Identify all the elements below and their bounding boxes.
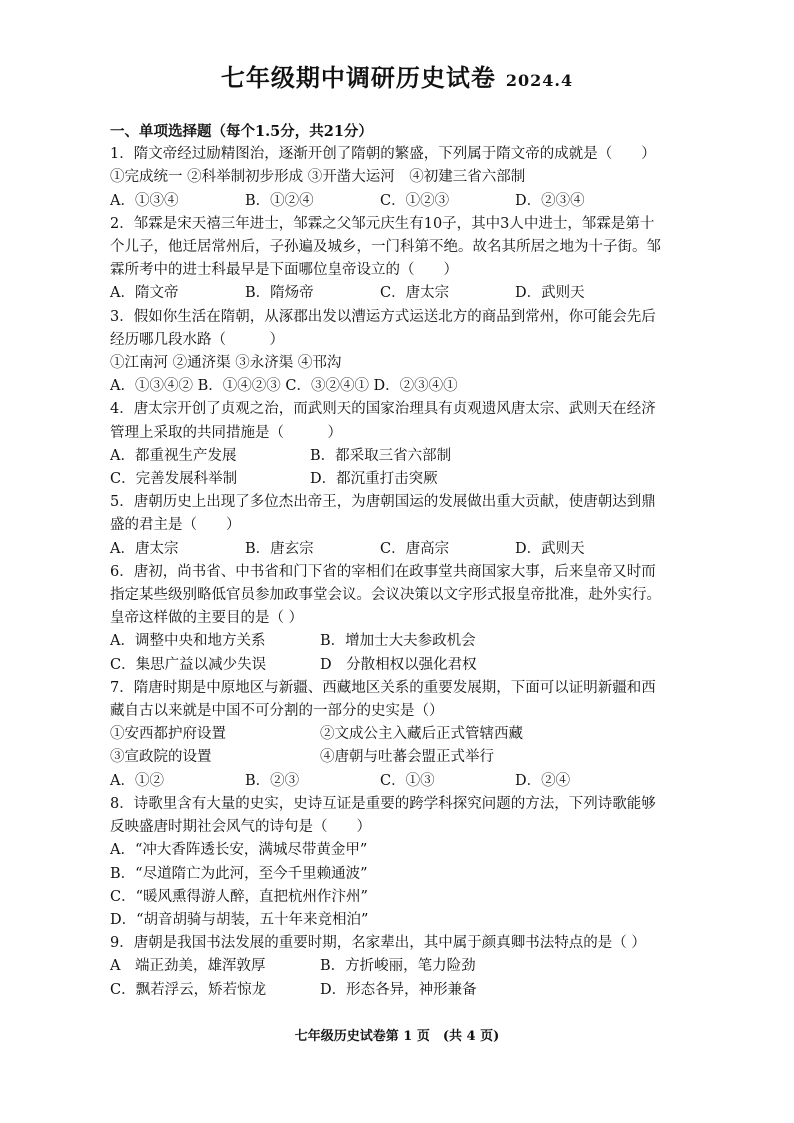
question-5-options xyxy=(110,538,710,561)
option-b: B．增加士大夫参政机会 xyxy=(320,633,476,650)
question-7-options xyxy=(110,770,710,793)
question-7-stem-2: 藏自古以来就是中国不可分割的一部分的史实是（） xyxy=(110,703,444,720)
question-9-stem: 9．唐朝是我国书法发展的重要时期，名家辈出，其中属于颜真卿书法特点的是（ ） xyxy=(110,935,646,952)
option-c: C．唐太宗 xyxy=(380,285,450,302)
item-3: ③宣政院的设置 xyxy=(110,749,212,766)
item-4: ④唐朝与吐蕃会盟正式举行 xyxy=(320,749,494,766)
question-8-stem-1: 8．诗歌里含有大量的史实，史诗互证是重要的跨学科探究问题的方法，下列诗歌能够 xyxy=(110,795,656,812)
option-b: B．①②④ xyxy=(245,192,314,209)
option-d: D．“胡音胡骑与胡装，五十年来竞相泊” xyxy=(110,911,369,928)
option-b: B．隋炀帝 xyxy=(245,285,314,302)
question-6-stem-1: 6．唐初，尚书省、中书省和门下省的宰相们在政事堂共商国家大事，后来皇帝又时而 xyxy=(110,563,656,580)
option-a: A．都重视生产发展 xyxy=(110,447,237,464)
option-a: A．调整中央和地方关系 xyxy=(110,633,266,650)
question-7-items-row-2 xyxy=(110,746,710,769)
question-3-options: A．①③④② B．①④②③ C．③②④① D．②③④① xyxy=(110,378,458,395)
option-d: D．都沉重打击突厥 xyxy=(310,471,438,488)
option-d: D．形态各异，神形兼备 xyxy=(320,981,477,998)
question-2-stem-1: 2．邹霖是宋天禧三年进士，邹霖之父邹元庆生有10子，其中3人中进士，邹霖是第十 xyxy=(110,215,655,232)
option-c: C．唐高宗 xyxy=(380,540,450,557)
question-body xyxy=(110,120,710,1002)
question-1-stem: 1．隋文帝经过励精图治，逐渐开创了隋朝的繁盛，下列属于隋文帝的成就是（ ） xyxy=(110,146,656,163)
option-a: A．①③④ xyxy=(110,192,179,209)
option-c: C．完善发展科举制 xyxy=(110,471,238,488)
item-2: ②文成公主入藏后正式管辖西藏 xyxy=(320,726,523,743)
question-8-stem-2: 反映盛唐时期社会风气的诗句是（ ） xyxy=(110,819,371,836)
question-6-options-row-1 xyxy=(110,630,710,653)
question-4-options-row-2 xyxy=(110,468,710,491)
question-7-stem-1: 7．隋唐时期是中原地区与新疆、西藏地区关系的重要发展期，下面可以证明新疆和西 xyxy=(110,679,656,696)
option-d: D．②④ xyxy=(515,772,571,789)
option-b: B．唐玄宗 xyxy=(245,540,314,557)
question-4-stem-2: 管理上采取的共同措施是（ ） xyxy=(110,424,342,441)
option-b: B．都采取三省六部制 xyxy=(310,447,452,464)
question-9-options-row-1 xyxy=(110,955,710,978)
question-5-stem-1: 5．唐朝历史上出现了多位杰出帝王，为唐朝国运的发展做出重大贡献，使唐朝达到鼎 xyxy=(110,494,656,511)
option-a: A．①② xyxy=(110,772,164,789)
option-c: C．①②③ xyxy=(380,192,450,209)
option-a: A．“冲大香阵透长安，满城尽带黄金甲” xyxy=(110,842,368,859)
option-c: C．集思广益以减少失误 xyxy=(110,656,267,673)
exam-date: 2024.4 xyxy=(505,71,574,90)
option-d: D．武则天 xyxy=(515,285,585,302)
question-5-stem-2: 盛的君主是（ ） xyxy=(110,517,241,534)
question-1-items: ①完成统一 ②科举制初步形成 ③开凿大运河 ④初建三省六部制 xyxy=(110,169,526,186)
page-footer: 七年级历史试卷第 1 页 (共 4 页) xyxy=(294,1029,500,1044)
option-d: D．②③④ xyxy=(515,192,585,209)
question-6-options-row-2 xyxy=(110,654,710,677)
section-heading: 一、单项选择题（每个1.5分，共21分） xyxy=(110,123,373,140)
question-3-stem-2: 经历哪几段水路（ ） xyxy=(110,331,284,348)
option-b: B．方折峻丽，笔力险劲 xyxy=(320,958,476,975)
question-3-stem-1: 3．假如你生活在隋朝，从涿郡出发以漕运方式运送北方的商品到常州，你可能会先后 xyxy=(110,308,656,325)
question-2-stem-2: 个儿子，他迁居常州后，子孙遍及城乡，一门科第不绝。故名其所居之地为十子街。邹 xyxy=(110,239,661,256)
option-a: A．唐太宗 xyxy=(110,540,179,557)
question-4-stem-1: 4．唐太宗开创了贞观之治，而武则天的国家治理具有贞观遗风唐太宗、武则天在经济 xyxy=(110,401,656,418)
option-d: D．武则天 xyxy=(515,540,585,557)
question-4-options-row-1 xyxy=(110,445,710,468)
page-title xyxy=(0,58,794,93)
item-1: ①安西都护府设置 xyxy=(110,726,226,743)
option-a: A．隋文帝 xyxy=(110,285,179,302)
question-7-items-row-1 xyxy=(110,723,710,746)
question-3-items: ①江南河 ②通济渠 ③永济渠 ④邗沟 xyxy=(110,355,342,372)
option-c: C．“暖风熏得游人醉，直把杭州作汴州” xyxy=(110,888,368,905)
option-b: B．②③ xyxy=(245,772,300,789)
question-9-options-row-2 xyxy=(110,979,710,1002)
option-d: D 分散相权以强化君权 xyxy=(320,656,477,673)
option-c: C．①③ xyxy=(380,772,435,789)
title-text: 七年级期中调研历史试卷 xyxy=(220,63,496,92)
option-b: B．“尽道隋亡为此河，至今千里赖通波” xyxy=(110,865,368,882)
option-c: C．飘若浮云，矫若惊龙 xyxy=(110,981,267,998)
question-2-options xyxy=(110,282,710,305)
question-2-stem-3: 霖所考中的进士科最早是下面哪位皇帝设立的（ ） xyxy=(110,262,458,279)
question-6-stem-2: 指定某些级别略低官员参加政事堂会议。会议决策以文字形式报皇帝批准，赴外实行。 xyxy=(110,587,661,604)
question-6-stem-3: 皇帝这样做的主要目的是（ ） xyxy=(110,610,304,627)
question-1-options xyxy=(110,190,710,213)
option-a: A 端正劲美，雄浑敦厚 xyxy=(110,958,266,975)
